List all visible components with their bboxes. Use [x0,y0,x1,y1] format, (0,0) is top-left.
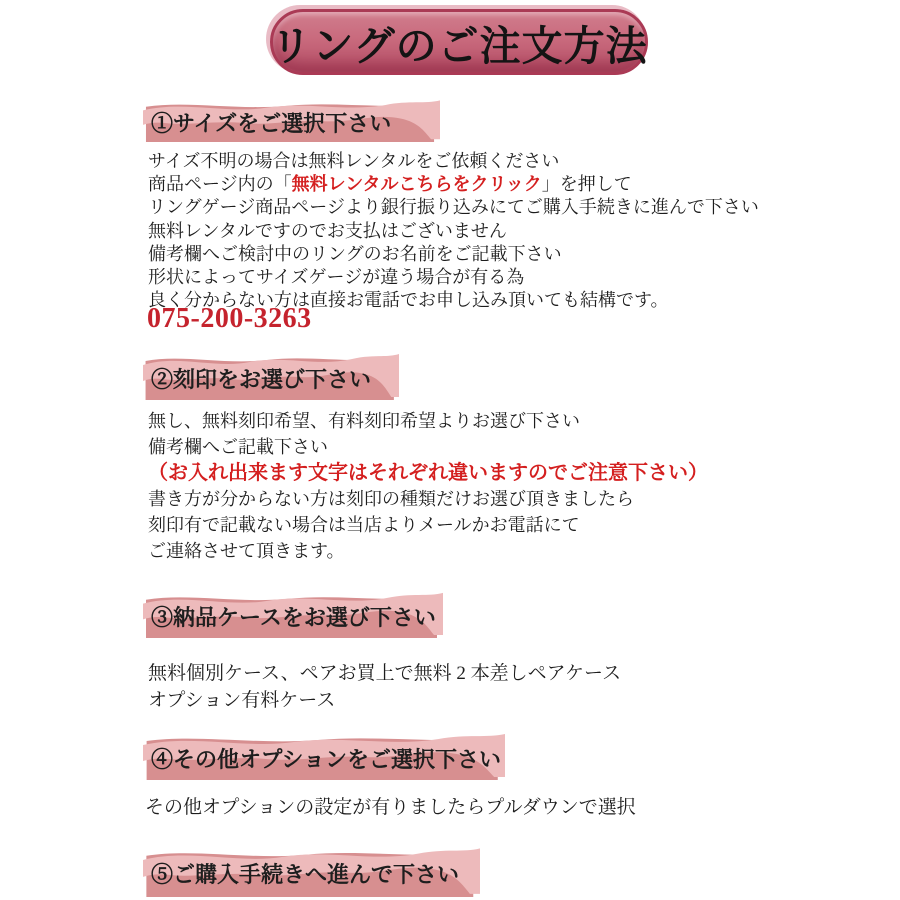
text-line: オプション有料ケース [148,690,336,711]
text-line: 無し、無料刻印希望、有料刻印希望よりお選び下さい [148,411,580,431]
step4-heading: ④その他オプションをご選択下さい [151,747,502,772]
text-line-with-link [148,173,808,196]
text-line: ご連絡させて頂きます。 [148,541,345,561]
warning-text: （お入れ出来ます文字はそれぞれ違いますのでご注意下さい） [148,462,708,484]
text-line: その他オプションの設定が有りましたらプルダウンで選択 [145,797,636,818]
page-title-banner [270,9,648,75]
step2-notes [148,408,808,564]
text-line: 書き方が分からない方は刻印の種類だけお選び頂きましたら [148,489,634,509]
text-line: 良く分からない方は直接お電話でお申し込み頂いても結構です。 [148,290,669,311]
step2-heading: ②刻印をお選び下さい [151,367,372,392]
step1-notes [148,150,808,312]
text-line: 備考欄へご検討中のリングのお名前をご記載下さい [148,243,562,264]
text-line: 刻印有で記載ない場合は当店よりメールかお電話にて [148,515,580,535]
text-line: 備考欄へご記載下さい [148,437,328,457]
link-suffix: 」を押して [541,174,632,195]
step3-heading-band [143,587,443,638]
page-title: リングのご注文方法 [270,22,648,69]
step5-heading: ⑤ご購入手続きへ進んで下さい [151,862,460,887]
step1-heading: ①サイズをご選択下さい [151,111,392,136]
step4-notes [145,792,805,819]
step2-heading-band [143,348,399,400]
phone-number: 075-200-3263 [147,303,312,334]
text-line: リングゲージ商品ページより銀行振り込みにてご購入手続きに進んで下さい [148,197,759,218]
free-rental-link-text: 無料レンタルこちらをクリック [291,174,542,195]
link-prefix: 商品ページ内の「 [148,174,292,195]
text-line: 無料個別ケース、ペアお買上で無料 2 本差しペアケース [148,663,622,684]
step5-heading-band [143,842,480,897]
step3-heading: ③納品ケースをお選び下さい [151,605,436,630]
step4-heading-band [143,728,505,780]
text-line: サイズ不明の場合は無料レンタルをご依頼ください [148,151,560,171]
step1-heading-band [143,95,440,142]
text-line: 形状によってサイズゲージが違う場合が有る為 [148,267,525,288]
text-line: 無料レンタルですのでお支払はございません [148,220,507,241]
step3-notes [148,660,808,714]
